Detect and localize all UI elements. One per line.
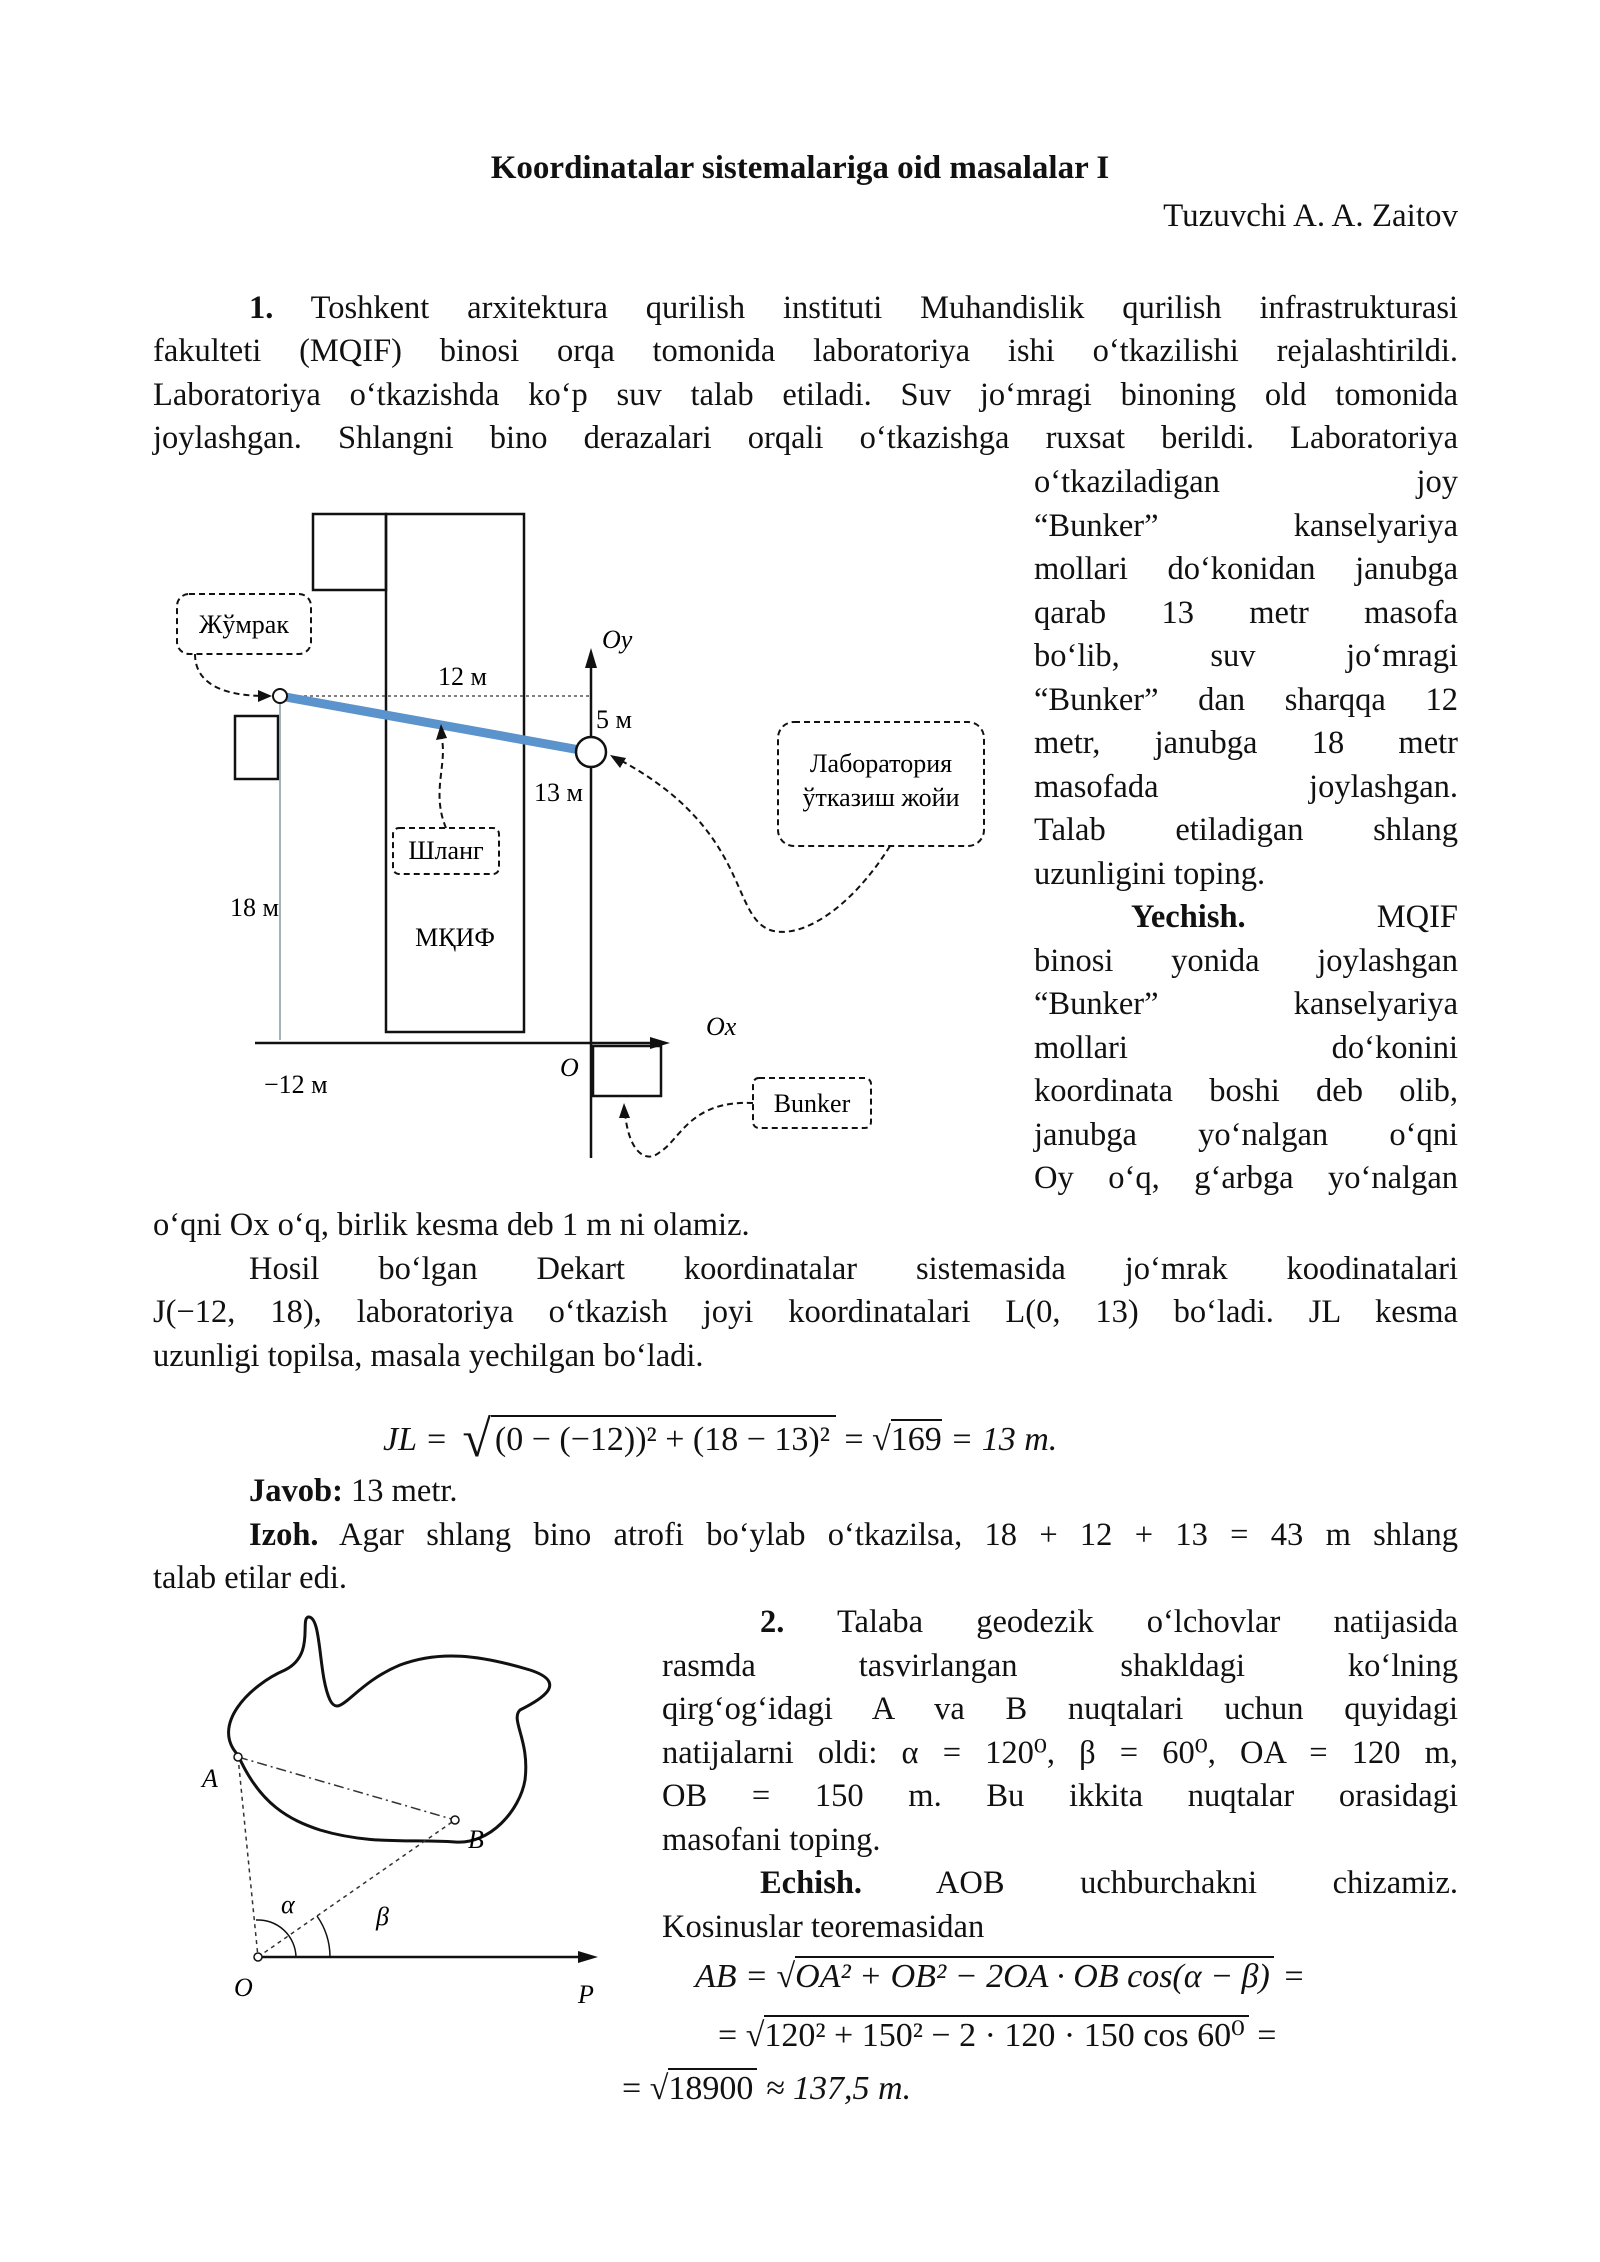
side-line: mollari do‘konini	[1034, 1029, 1458, 1066]
note-line2: talab etilar edi.	[153, 1560, 348, 1596]
point-b-icon	[451, 1816, 459, 1824]
note-line1: Izoh. Agar shlang bino atrofi bo‘ylab o‘tkazilsa, 18 + 12 + 13 = 43 m shlang	[249, 1517, 1458, 1553]
label-beta: β	[376, 1902, 389, 1931]
figure-1-coordinate-diagram	[150, 500, 1000, 1180]
point-j-icon	[273, 689, 287, 703]
p1-axis-line: o‘qni Ox o‘q, birlik kesma deb 1 m ni olamiz.	[153, 1207, 750, 1243]
side-line: binosi yonida joylashgan	[1034, 942, 1458, 979]
point-o-icon	[254, 1953, 262, 1961]
p2-text-line: qirg‘og‘idagi A va B nuqtalari uchun quyidagi	[662, 1691, 1458, 1727]
label-lab-line2: ўтказиш жойи	[802, 783, 960, 812]
side-line: mollari do‘konidan janubga	[1034, 551, 1458, 587]
ray-op-arrow-icon	[578, 1951, 598, 1963]
sqrt-group: √ (0 − (−12))² + (18 − 13)²	[462, 1410, 836, 1469]
side-line: Talab etiladigan shlang	[1034, 812, 1458, 848]
label-mqif: МҚИФ	[415, 923, 495, 952]
p2-kos-line: Kosinuslar teoremasidan	[662, 1908, 985, 1945]
angle-beta-arc	[317, 1916, 330, 1957]
jumrak-pointer	[195, 654, 266, 696]
side-line: janubga yo‘nalgan o‘qni	[1034, 1116, 1458, 1153]
label-ox: Ox	[706, 1012, 737, 1041]
label-bunker: Bunker	[773, 1089, 851, 1118]
side-line: Oy o‘q, g‘arbga yo‘nalgan	[1034, 1160, 1458, 1196]
side-line: qarab 13 metr masofa	[1034, 594, 1458, 631]
label-5m: 5 м	[596, 705, 632, 734]
label-minus12m: −12 м	[264, 1070, 328, 1099]
p2-column	[662, 1601, 1458, 1949]
building-mqif	[386, 514, 524, 1032]
segment-ob	[258, 1820, 455, 1957]
side-line: “Bunker” kanselyariya	[1034, 507, 1458, 544]
label-13m: 13 м	[534, 778, 583, 807]
p2-text-line: OB = 150 m. Bu ikkita nuqtalar orasidagi	[662, 1778, 1458, 1814]
building-annex	[313, 514, 386, 590]
radical-icon: √	[649, 2070, 669, 2107]
p2-line2: J(−12, 18), laboratoriya o‘tkazish joyi koordinatalari L(0, 13) bo‘ladi. JL kesma	[153, 1294, 1458, 1330]
point-a-icon	[234, 1753, 242, 1761]
label-lab-line1: Лаборатория	[809, 749, 953, 778]
lake-outline	[229, 1617, 550, 1842]
formula-ab-2: = √120² + 150² − 2 · 120 · 150 cos 60⁰ =	[718, 2017, 1277, 2054]
radical-icon: √	[745, 2017, 765, 2054]
yechish-line: Yechish. MQIF	[1131, 899, 1458, 935]
label-shlang: Шланг	[408, 836, 484, 865]
p2-text-line: masofani toping.	[662, 1821, 881, 1858]
label-p: P	[578, 1980, 594, 2005]
p2-text-line: rasmda tasvirlangan shakldagi ko‘lning	[662, 1647, 1458, 1684]
label-oy: Oy	[602, 625, 633, 654]
label-b: B	[468, 1825, 484, 1854]
side-line: “Bunker” kanselyariya	[1034, 986, 1458, 1022]
author-line: Tuzuvchi A. A. Zaitov	[1163, 198, 1458, 234]
segment-ab	[238, 1757, 455, 1820]
radical-icon: √	[462, 1411, 491, 1468]
small-box	[235, 716, 278, 779]
formula-ab-1: AB = √OA² + OB² − 2OA · OB cos(α − β) =	[695, 1958, 1306, 1995]
p1-line3: Laboratoriya o‘tkazishda ko‘p suv talab etiladi. Suv jo‘mragi binoning old tomonida	[153, 377, 1458, 413]
p2-text-line: 2. Talaba geodezik o‘lchovlar natijasida	[760, 1604, 1458, 1640]
label-origin: O	[560, 1053, 579, 1082]
side-line: koordinata boshi deb olib,	[1034, 1073, 1458, 1109]
side-line: masofada joylashgan.	[1034, 768, 1458, 805]
label-o: O	[234, 1973, 253, 2002]
p2-yechish-line: Echish. AOB uchburchakni chizamiz.	[760, 1865, 1458, 1901]
jumrak-arrow-icon	[258, 690, 272, 702]
oy-arrow-icon	[585, 648, 597, 668]
p1-line2: fakulteti (MQIF) binosi orqa tomonida laboratoriya ishi o‘tkazilishi rejalashtirildi.	[153, 333, 1458, 369]
p2-text-line: natijalarni oldi: α = 120⁰, β = 60⁰, OA = 120 m,	[662, 1734, 1458, 1771]
label-18m: 18 м	[230, 893, 279, 922]
label-jumrak: Жўмрак	[199, 610, 289, 639]
label-a: A	[202, 1764, 218, 1793]
figure-2-lake-diagram	[190, 1615, 620, 2005]
side-line: uzunligini toping.	[1034, 855, 1266, 892]
answer-line: Javob: 13 metr.	[249, 1473, 458, 1509]
bunker-box	[593, 1046, 661, 1096]
p1-line4: joylashgan. Shlangni bino derazalari orqali o‘tkazishga ruxsat berildi. Laboratoriya	[153, 420, 1458, 456]
side-line: o‘tkaziladigan joy	[1034, 464, 1458, 500]
formula-ab-3: = √18900 ≈ 137,5 m.	[622, 2070, 912, 2107]
p1-side-column	[1034, 461, 1458, 1201]
p1-line1: 1. Toshkent arxitektura qurilish instituti Muhandislik qurilish infrastrukturasi	[249, 290, 1458, 326]
formula-jl: JL = √ (0 − (−12))² + (18 − 13)² = √169 = 13 m.	[383, 1411, 1058, 1468]
hose-segment-jl	[280, 696, 591, 752]
radical-icon: √	[872, 1421, 891, 1458]
p2-line1: Hosil bo‘lgan Dekart koordinatalar sistemasida jo‘mrak koodinatalari	[249, 1251, 1458, 1287]
lab-arrow-icon	[610, 755, 626, 768]
side-line: bo‘lib, suv jo‘mragi	[1034, 638, 1458, 674]
side-line: metr, janubga 18 metr	[1034, 725, 1458, 761]
p2-line3: uzunligi topilsa, masala yechilgan bo‘ladi.	[153, 1338, 704, 1374]
label-alpha: α	[281, 1890, 295, 1919]
page-title: Koordinatalar sistemalariga oid masalalar I	[490, 150, 1110, 186]
angle-alpha-arc	[256, 1920, 296, 1957]
point-l-icon	[576, 737, 606, 767]
radical-icon: √	[776, 1958, 796, 1995]
label-12m: 12 м	[438, 662, 487, 691]
bunker-arrow-icon	[619, 1103, 630, 1118]
shlang-pointer	[440, 732, 446, 828]
bunker-pointer	[625, 1103, 753, 1157]
side-line: “Bunker” dan sharqqa 12	[1034, 681, 1458, 718]
